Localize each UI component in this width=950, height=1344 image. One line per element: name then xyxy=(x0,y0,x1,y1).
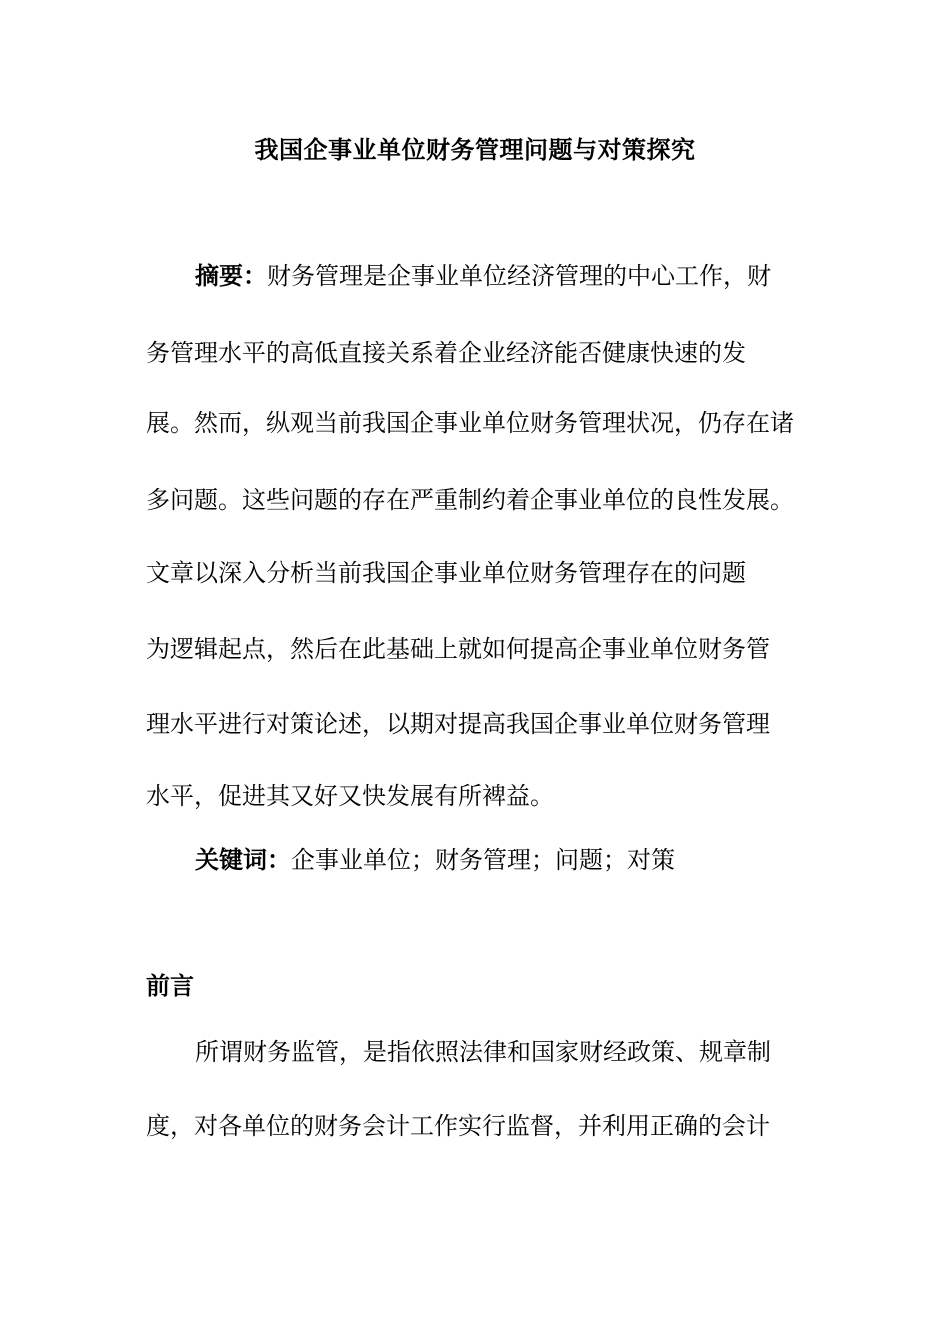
section-heading: 前言 xyxy=(146,971,194,1000)
abstract-line-6: 为逻辑起点，然后在此基础上就如何提高企事业单位财务管 xyxy=(146,635,770,663)
body-line-1: 所谓财务监管，是指依照法律和国家财经政策、规章制 xyxy=(195,1038,771,1066)
abstract-text-line: 财务管理是企事业单位经济管理的中心工作，财 xyxy=(267,262,771,290)
abstract-line-3: 展。然而，纵观当前我国企事业单位财务管理状况，仍存在诸 xyxy=(146,409,794,437)
abstract-line-1 xyxy=(195,258,859,294)
document-title: 我国企事业单位财务管理问题与对策探究 xyxy=(254,135,696,164)
keywords-label: 关键词： xyxy=(195,845,291,874)
abstract-line-7: 理水平进行对策论述，以期对提高我国企事业单位财务管理 xyxy=(146,710,770,738)
abstract-label: 摘要： xyxy=(195,261,267,290)
body-line-2: 度，对各单位的财务会计工作实行监督，并利用正确的会计 xyxy=(146,1112,770,1140)
abstract-line-4: 多问题。这些问题的存在严重制约着企事业单位的良性发展。 xyxy=(146,486,794,514)
abstract-line-8: 水平，促进其又好又快发展有所裨益。 xyxy=(146,782,554,810)
keywords-text: 企事业单位；财务管理；问题；对策 xyxy=(291,846,675,874)
abstract-line-5: 文章以深入分析当前我国企事业单位财务管理存在的问题 xyxy=(146,559,746,587)
keywords-line xyxy=(195,842,859,878)
abstract-line-2: 务管理水平的高低直接关系着企业经济能否健康快速的发 xyxy=(146,339,746,367)
